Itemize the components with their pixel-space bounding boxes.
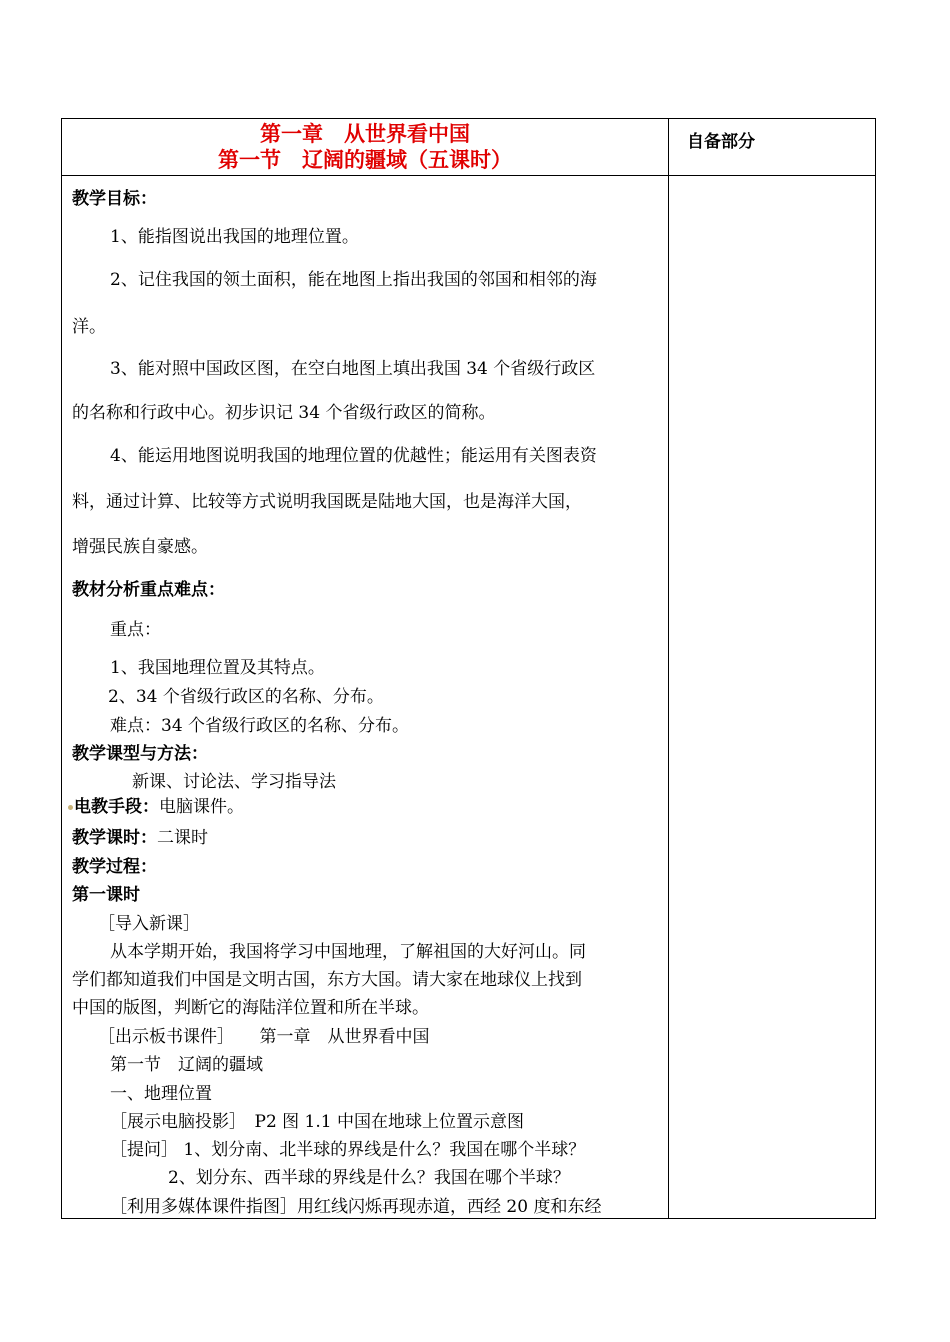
objective-item-4b: 料，通过计算、比较等方式说明我国既是陆地大国，也是海洋大国， [72,492,582,512]
section-title-line: 第一节 辽阔的疆域 [110,1055,263,1075]
analysis-heading: 教材分析重点难点： [72,580,225,600]
key-points-label: 重点： [110,620,161,640]
key-point-1: 1、我国地理位置及其特点。 [110,658,325,678]
projection-line: ［展示电脑投影］ P2 图 1.1 中国在地球上位置示意图 [110,1112,525,1132]
revision-marker-icon [68,805,73,810]
objective-item-3a: 3、能对照中国政区图，在空白地图上填出我国 34 个省级行政区 [110,359,596,379]
chapter-title-line1: 第一章 从世界看中国 [260,122,470,146]
difficulty-point: 难点：34 个省级行政区的名称、分布。 [110,716,410,736]
intro-para-line2: 学们都知道我们中国是文明古国，东方大国。请大家在地球仪上找到 [72,970,582,990]
main-content-cell [62,176,669,1219]
objective-item-1: 1、能指图说出我国的地理位置。 [110,227,359,247]
media-line [68,792,244,817]
chapter-title-line2: 第一节 辽阔的疆域（五课时） [218,148,512,172]
process-heading: 教学过程： [72,857,157,877]
self-prep-cell [669,176,876,1219]
objective-item-3b: 的名称和行政中心。初步识记 34 个省级行政区的简称。 [72,403,496,423]
hours-heading: 教学课时： [72,828,157,848]
key-point-2: 2、34 个省级行政区的名称、分布。 [108,687,384,707]
objective-item-4a: 4、能运用地图说明我国的地理位置的优越性；能运用有关图表资 [110,446,597,466]
question-2: 2、划分东、西半球的界线是什么？我国在哪个半球？ [168,1168,570,1188]
objective-item-2a: 2、记住我国的领土面积，能在地图上指出我国的邻国和相邻的海 [110,270,597,290]
method-text: 新课、讨论法、学习指导法 [132,772,336,792]
chapter-title [62,119,668,173]
lesson-plan-table [61,118,876,1219]
objective-item-2b: 洋。 [72,317,106,337]
intro-para-line1: 从本学期开始，我国将学习中国地理，了解祖国的大好河山。同 [110,942,586,962]
objectives-heading: 教学目标： [72,189,157,209]
question-1: ［提问］ 1、划分南、北半球的界线是什么？我国在哪个半球？ [110,1140,586,1160]
media-text: 电脑课件。 [159,797,244,817]
lesson-one-heading: 第一课时 [72,885,140,905]
side-label: 自备部分 [687,132,755,152]
method-heading: 教学课型与方法： [72,744,208,764]
media-heading: 电教手段： [74,797,159,817]
title-cell [62,119,669,176]
multimedia-line: ［利用多媒体课件指图］用红线闪烁再现赤道，西经 20 度和东经 [110,1197,602,1217]
intro-para-line3: 中国的版图，判断它的海陆洋位置和所在半球。 [72,998,429,1018]
side-header-cell [669,119,876,176]
hours-line [72,823,208,848]
hours-text: 二课时 [157,828,208,848]
objective-item-4c: 增强民族自豪感。 [72,537,208,557]
part-one-heading: 一、地理位置 [110,1084,212,1104]
intro-label: ［导入新课］ [98,914,200,934]
board-courseware-line: ［出示板书课件］ 第一章 从世界看中国 [98,1027,430,1047]
